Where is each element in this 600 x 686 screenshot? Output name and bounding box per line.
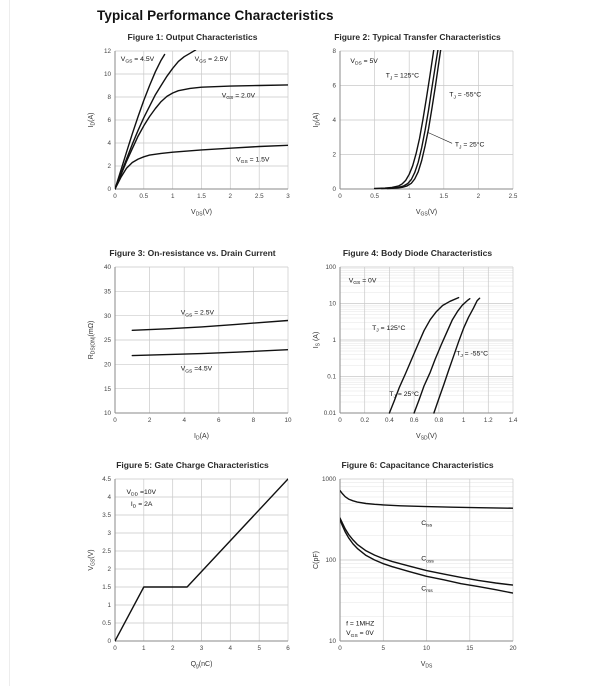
svg-text:6: 6 <box>217 417 221 424</box>
svg-text:10: 10 <box>284 417 292 424</box>
svg-text:ID = 2A: $I_D = 2A$ <box>130 501 153 510</box>
svg-text:2: 2 <box>107 163 111 171</box>
figure-3-panel <box>85 246 300 442</box>
svg-text:RDS(ON)(mΩ): $R_{DS(ON)}(m\Omega)$ <box>88 320 97 360</box>
svg-text:0: 0 <box>107 638 111 646</box>
svg-text:0.6: 0.6 <box>409 417 419 424</box>
svg-text:1: 1 <box>107 602 111 610</box>
svg-text:1.4: 1.4 <box>508 417 518 424</box>
figure-6-panel <box>310 458 525 670</box>
svg-text:TJ = 25°C: $T_J = 25^\circ C$ <box>389 391 419 400</box>
svg-text:2: 2 <box>107 566 111 574</box>
svg-text:0.5: 0.5 <box>139 193 149 200</box>
figure-5-title: Figure 5: Gate Charge Characteristics <box>116 460 269 470</box>
figure-5-panel <box>85 458 300 670</box>
svg-text:VGS(V): $V_{GS}(V)$ <box>88 549 97 571</box>
svg-text:0: 0 <box>338 193 342 200</box>
svg-text:0.1: 0.1 <box>327 373 336 381</box>
svg-text:4: 4 <box>107 494 111 502</box>
svg-text:1: 1 <box>170 193 175 200</box>
svg-text:8: 8 <box>107 94 111 102</box>
svg-text:1: 1 <box>407 193 411 200</box>
svg-text:VDS(V): $V_{DS}(V)$ <box>191 209 212 218</box>
svg-text:ID(A): $I_D(A)$ <box>313 112 322 128</box>
figure-2-chart <box>310 44 525 218</box>
svg-text:100: 100 <box>325 557 336 565</box>
svg-text:TJ = 125°C: $T_J = 125^\circ C$ <box>385 72 420 82</box>
svg-text:20: 20 <box>509 645 517 652</box>
figure-3-title: Figure 3: On-resistance vs. Drain Current <box>109 248 276 258</box>
svg-text:VGS = 4.5V: $V_{GS} = 4.5V$ <box>120 55 155 65</box>
figure-3-chart <box>85 260 300 442</box>
svg-text:2: 2 <box>170 645 175 652</box>
svg-text:2: 2 <box>476 193 481 200</box>
svg-text:VSD(V): $V_{SD}(V)$ <box>416 433 437 442</box>
svg-text:6: 6 <box>332 82 336 90</box>
svg-text:0.8: 0.8 <box>434 417 444 424</box>
figure-4-panel <box>310 246 525 442</box>
svg-text:VGS(V): $V_{GS}(V)$ <box>415 209 438 218</box>
svg-text:25: 25 <box>103 337 111 345</box>
svg-text:IS (A): $I_S$ (A) <box>313 331 322 349</box>
svg-text:1: 1 <box>142 645 146 652</box>
svg-text:VGS = 2.0V: $V_{GS} = 2.0V$ <box>221 92 256 102</box>
svg-text:VGS =4.5V: $V_{GS} =4.5V$ <box>180 365 213 375</box>
svg-text:10: 10 <box>328 300 336 308</box>
svg-text:f = 1MHZ: f = 1MHZ <box>346 620 375 628</box>
svg-text:1.2: 1.2 <box>483 417 493 424</box>
svg-text:10: 10 <box>328 638 336 646</box>
svg-text:Crss: $C_{rss}$ <box>421 585 433 595</box>
svg-text:3: 3 <box>286 193 290 200</box>
svg-text:10: 10 <box>422 645 431 652</box>
svg-text:0.01: 0.01 <box>323 410 336 418</box>
svg-text:2: 2 <box>147 417 152 424</box>
svg-text:3.5: 3.5 <box>102 512 111 520</box>
svg-text:Qg(nC): $Q_g(nC)$ <box>190 661 213 670</box>
svg-text:2: 2 <box>228 193 233 200</box>
svg-text:40: 40 <box>103 264 111 272</box>
svg-text:100: 100 <box>325 264 336 272</box>
svg-text:0: 0 <box>113 417 117 424</box>
svg-text:VGS = 0V: $V_{GS} = 0V$ <box>348 277 377 286</box>
svg-text:1.5: 1.5 <box>102 584 111 592</box>
svg-text:5: 5 <box>257 645 261 652</box>
figure-4-title: Figure 4: Body Diode Characteristics <box>342 248 493 258</box>
svg-text:1: 1 <box>332 337 336 345</box>
svg-text:0: 0 <box>338 417 342 424</box>
svg-text:4: 4 <box>332 117 336 125</box>
svg-text:12: 12 <box>103 48 111 56</box>
svg-text:Ciss: $C_{iss}$ <box>421 520 433 529</box>
svg-text:2.5: 2.5 <box>508 193 518 200</box>
figure-6-title: Figure 6: Capacitance Characteristics <box>341 460 494 470</box>
svg-text:VGS = 2.5V: $V_{GS} = 2.5V$ <box>194 55 228 65</box>
page-left-edge <box>9 0 10 686</box>
figure-2-title: Figure 2: Typical Transfer Characteristics <box>334 32 501 42</box>
figure-4-chart <box>310 260 525 442</box>
svg-text:1.5: 1.5 <box>197 193 206 200</box>
svg-text:6: 6 <box>286 645 290 652</box>
figure-5-chart <box>85 472 300 670</box>
svg-text:0.5: 0.5 <box>102 620 111 628</box>
figure-1-panel <box>85 30 300 218</box>
svg-text:2.5: 2.5 <box>102 548 111 556</box>
svg-text:TJ = 125°C: $T_J = 125^\circ C$ <box>372 324 406 334</box>
svg-text:6: 6 <box>107 117 111 125</box>
svg-text:C(pF): C(pF) <box>313 551 320 569</box>
svg-text:0.2: 0.2 <box>360 417 370 424</box>
figure-2-panel <box>310 30 525 218</box>
svg-text:0: 0 <box>332 186 336 194</box>
figure-1-title: Figure 1: Output Characteristics <box>127 32 258 42</box>
svg-text:VGS = 1.5V: $V_{GS} = 1.5V$ <box>236 156 270 165</box>
svg-text:4.5: 4.5 <box>102 476 111 484</box>
svg-text:0: 0 <box>107 186 111 194</box>
svg-text:0.5: 0.5 <box>370 193 379 200</box>
svg-text:30: 30 <box>103 312 111 320</box>
svg-text:1000: 1000 <box>321 476 336 484</box>
svg-text:0: 0 <box>113 645 117 652</box>
svg-text:10: 10 <box>103 71 111 79</box>
svg-text:TJ = -55°C: $T_J = -55^\circ C$ <box>456 350 489 359</box>
svg-text:0: 0 <box>338 645 342 652</box>
svg-text:2.5: 2.5 <box>254 193 264 200</box>
svg-text:35: 35 <box>103 288 111 296</box>
svg-text:1: 1 <box>461 417 466 424</box>
figure-1-chart <box>85 44 300 218</box>
svg-text:8: 8 <box>251 417 256 424</box>
svg-text:TJ = 25°C: $T_J = 25^\circ C$ <box>454 141 485 151</box>
svg-text:4: 4 <box>182 417 186 424</box>
page-title: Typical Performance Characteristics <box>97 8 334 23</box>
svg-text:0: 0 <box>113 193 117 200</box>
svg-text:1.5: 1.5 <box>439 193 449 200</box>
svg-text:VDD =10V: $V_{DD} =10V$ <box>126 489 157 498</box>
svg-text:VGS = 0V: $V_{GS} = 0V$ <box>346 630 374 639</box>
svg-text:5: 5 <box>381 645 386 652</box>
figure-6-chart <box>310 472 525 670</box>
svg-text:20: 20 <box>103 361 111 369</box>
svg-text:4: 4 <box>107 140 111 148</box>
svg-text:Coss: $C_{oss}$ <box>421 555 434 565</box>
svg-text:15: 15 <box>466 645 474 652</box>
svg-text:15: 15 <box>103 385 111 393</box>
svg-text:8: 8 <box>332 48 336 56</box>
svg-text:ID(A): $I_D(A)$ <box>88 112 97 128</box>
svg-text:ID(A): $I_D(A)$ <box>194 433 209 442</box>
svg-text:2: 2 <box>332 151 336 159</box>
svg-text:0.4: 0.4 <box>385 417 394 424</box>
svg-text:10: 10 <box>103 410 111 418</box>
svg-text:VDS: $V_{DS}$ <box>420 661 433 670</box>
svg-text:3: 3 <box>107 530 111 538</box>
svg-text:TJ = -55°C: $T_J = -55^\circ C$ <box>449 91 482 101</box>
svg-text:VDS = 5V: $V_{DS} = 5V$ <box>350 58 378 67</box>
svg-text:3: 3 <box>199 645 204 652</box>
svg-text:VGS = 2.5V: $V_{GS} = 2.5V$ <box>180 309 215 319</box>
svg-text:4: 4 <box>228 645 233 652</box>
